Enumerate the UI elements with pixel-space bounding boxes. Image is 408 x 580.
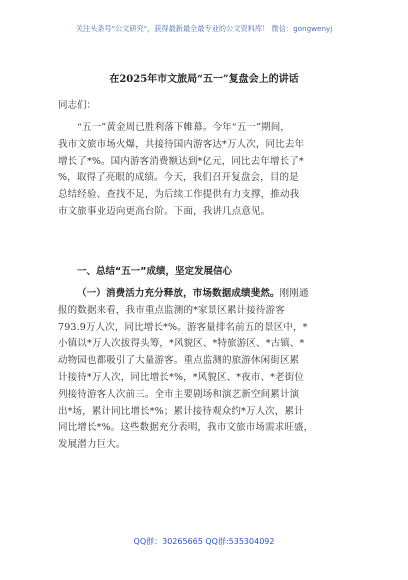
paragraph-first-line	[58, 286, 354, 303]
intro-paragraph	[58, 120, 354, 221]
paragraph-line: 793.9万人次，同比增长*%。游客量排名前五的景区中，*	[58, 321, 308, 333]
paragraph-line: 报的数据来看，我市重点监测的*家景区累计接待游客	[58, 304, 285, 316]
paragraph-line: 同比增长*%。这些数据充分表明，我市文旅市场需求旺盛，	[58, 422, 314, 434]
document-title: 在2025年市文旅局“五一”复盘会上的讲话	[109, 74, 299, 85]
paragraph-line: 总结经验、查找不足，为后续工作提供有力支撑，推动我	[58, 189, 300, 201]
paragraph-line: 市文旅事业迈向更高台阶。下面，我讲几点意见。	[58, 205, 271, 217]
section-heading: 一、总结“五一”成绩，坚定发展信心	[77, 266, 232, 277]
paragraph-line: 我市文旅市场火爆，共接待国内游客达*万人次，同比去年	[58, 138, 305, 150]
paragraph-line-rest: 刚刚通	[279, 288, 309, 299]
paragraph-line: 出*场，累计同比增长*%；累计接待观众约*万人次，累计	[58, 405, 304, 417]
paragraph-line: “五一”黄金周已胜利落下帷幕。今年“五一”期间，	[77, 122, 291, 133]
paragraph-line: 列接待游客人次前三。全市主要剧场和演艺新空间累计演	[58, 388, 300, 400]
paragraph-line: 计接待*万人次，同比增长*%，*风貌区、*夜市、*老街位	[58, 371, 304, 383]
paragraph-line: %，取得了亮眼的成绩。今天，我们召开复盘会，目的是	[58, 172, 299, 184]
paragraph-line: 动物园也都吸引了大量游客。重点监测的旅游休闲街区累	[58, 355, 300, 367]
paragraph-line: 小镇以*万人次拔得头筹，*风貌区、*特旅游区、*古镇、*	[58, 338, 305, 350]
paragraph-line: 增长了*%。国内游客消费额达到*亿元，同比去年增长了*	[58, 155, 304, 167]
header-promo-note: 关注头条号"公文研究"，获得最新最全最专业的公文资料库！ 微信：gongwenyj	[75, 24, 333, 33]
paragraph-line: 发展潜力巨大。	[58, 439, 126, 451]
sub-heading: （一）消费活力充分释放，市场数据成绩斐然。	[77, 288, 280, 299]
body-paragraph	[58, 286, 354, 454]
salutation: 同志们：	[58, 100, 97, 111]
footer-qq-groups: QQ群：30265665 QQ群:535304092	[133, 537, 275, 546]
